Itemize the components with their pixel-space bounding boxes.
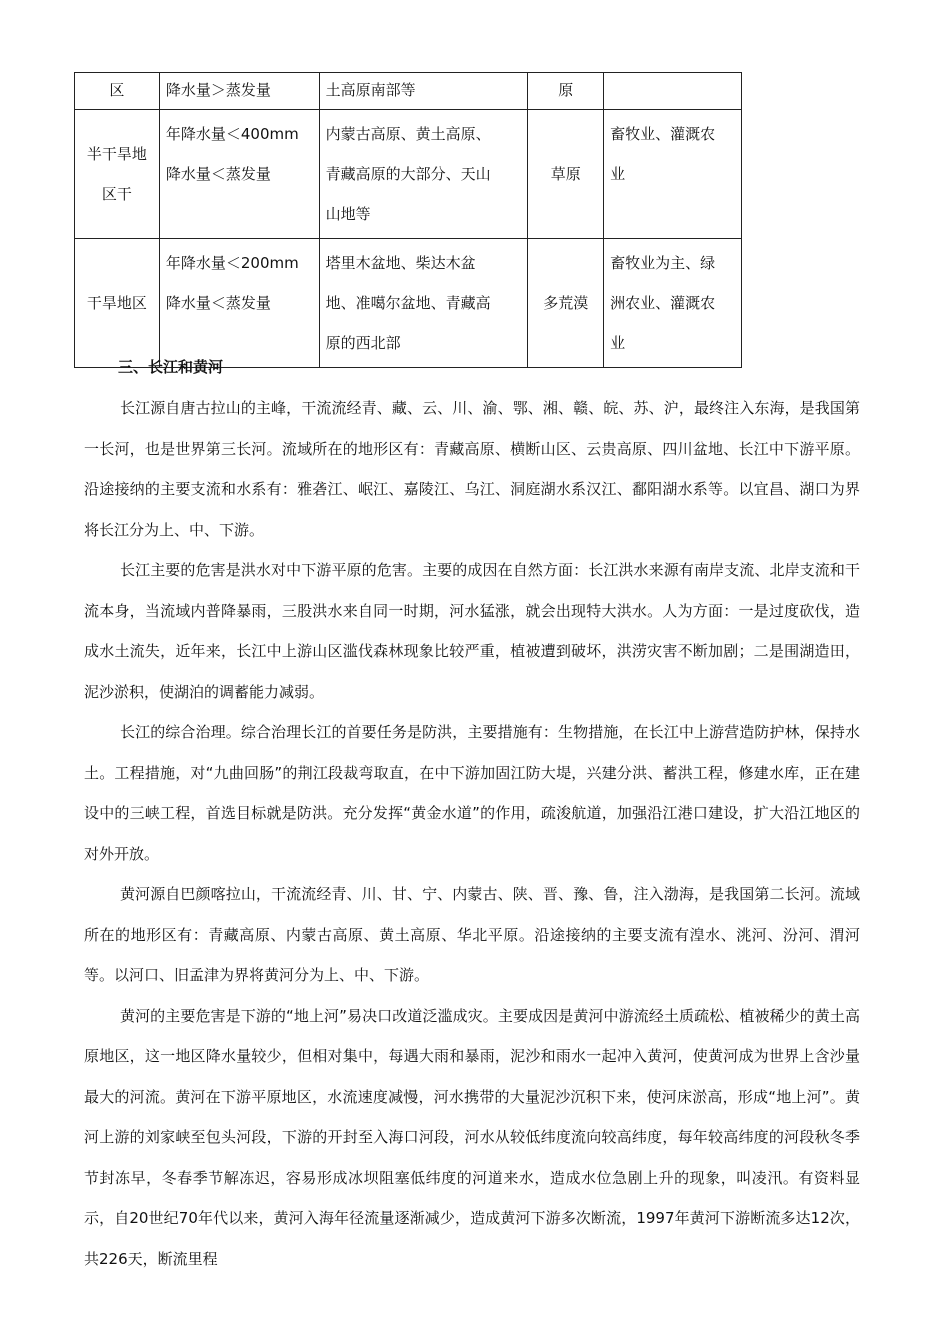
paragraph: 长江的综合治理。综合治理长江的首要任务是防洪，主要措施有：生物措施，在长江中上游营造防护林，保持水土。工程措施，对“九曲回肠”的荆江段裁弯取直，在中下游加固江防大堤，兴建分洪、蓄洪工程，修建水库，正在建设中的三峡工程，首选目标就是防洪。充分发挥“黄金水道”的作用，疏浚航道，加强沿江港口建设，扩大沿江地区的对外开放。 bbox=[84, 723, 860, 863]
agriculture-cell bbox=[604, 110, 742, 239]
paragraph: 长江主要的危害是洪水对中下游平原的危害。主要的成因在自然方面：长江洪水来源有南岸支流、北岸支流和干流本身，当流域内普降暴雨，三股洪水来自同一时期，河水猛涨，就会出现特大洪水。人为方面：一是过度砍伐，造成水土流失，近年来，长江中上游山区滥伐森林现象比较严重，植被遭到破坏，洪涝灾害不断加剧；二是围湖造田，泥沙淤积，使湖泊的调蓄能力减弱。 bbox=[84, 561, 860, 701]
cell-line: 降水量＞蒸发量 bbox=[165, 81, 271, 99]
cell-line: 塔里木盆地、柴达木盆 bbox=[325, 254, 476, 272]
cell-line: 业 bbox=[610, 165, 626, 183]
region-cell bbox=[75, 110, 160, 239]
precipitation-cell bbox=[159, 239, 319, 368]
table-row bbox=[75, 239, 742, 368]
areas-cell bbox=[319, 73, 528, 110]
cell-line: 降水量＜蒸发量 bbox=[165, 294, 271, 312]
cell-line: 山地等 bbox=[325, 205, 371, 223]
cell-line: 年降水量＜400mm bbox=[165, 125, 299, 143]
agriculture-cell bbox=[604, 239, 742, 368]
cell-line: 原的西北部 bbox=[325, 334, 401, 352]
cell-line: 降水量＜蒸发量 bbox=[165, 165, 271, 183]
table-row bbox=[75, 73, 742, 110]
cell-line: 畜牧业、灌溉农 bbox=[610, 125, 716, 143]
cell-line: 青藏高原的大部分、天山 bbox=[325, 165, 491, 183]
paragraph: 黄河源自巴颜喀拉山，干流流经青、川、甘、宁、内蒙古、陕、晋、豫、鲁，注入渤海，是我国第二长河。流域所在的地形区有：青藏高原、内蒙古高原、黄土高原、华北平原。沿途接纳的主要支流有湟水、洮河、汾河、渭河等。以河口、旧孟津为界将黄河分为上、中、下游。 bbox=[84, 885, 860, 984]
areas-cell bbox=[319, 239, 528, 368]
cell-line: 业 bbox=[610, 334, 626, 352]
vegetation-cell: 原 bbox=[528, 73, 604, 110]
precipitation-cell bbox=[159, 73, 319, 110]
precipitation-cell bbox=[159, 110, 319, 239]
cell-line: 地、准噶尔盆地、青藏高 bbox=[325, 294, 491, 312]
paragraph: 黄河的主要危害是下游的“地上河”易决口改道泛滥成灾。主要成因是黄河中游流经土质疏松、植被稀少的黄土高原地区，这一地区降水量较少，但相对集中，每遇大雨和暴雨，泥沙和雨水一起冲入黄河，使黄河成为世界上含沙量最大的河流。黄河在下游平原地区，水流速度减慢，河水携带的大量泥沙沉积下来，使河床淤高，形成“地上河”。黄河上游的刘家峡至包头河段，下游的开封至入海口河段，河水从较低纬度流向较高纬度，每年较高纬度的河段秋冬季节封冻早，冬春季节解冻迟，容易形成冰坝阻塞低纬度的河道来水，造成水位急剧上升的现象，叫凌汛。有资料显示，自20世纪70年代以来，黄河入海年径流量逐渐减少，造成黄河下游多次断流，1997年黄河下游断流多达12次，共226天，断流里程 bbox=[84, 1006, 860, 1268]
table-row bbox=[75, 110, 742, 239]
vegetation-cell: 多荒漠 bbox=[528, 239, 604, 368]
region-cell: 区 bbox=[75, 73, 160, 110]
vegetation-cell: 草原 bbox=[528, 110, 604, 239]
cell-line: 内蒙古高原、黄土高原、 bbox=[325, 125, 491, 143]
region-cell: 干旱地区 bbox=[75, 239, 160, 368]
paragraph: 长江源自唐古拉山的主峰，干流流经青、藏、云、川、渝、鄂、湘、赣、皖、苏、沪，最终注入东海，是我国第一长河，也是世界第三长河。流域所在的地形区有：青藏高原、横断山区、云贵高原、四川盆地、长江中下游平原。沿途接纳的主要支流和水系有：雅砻江、岷江、嘉陵江、乌江、洞庭湖水系汉江、鄱阳湖水系等。以宜昌、湖口为界将长江分为上、中、下游。 bbox=[84, 399, 860, 539]
cell-line: 畜牧业为主、绿 bbox=[610, 254, 716, 272]
cell-line: 土高原南部等 bbox=[325, 81, 416, 99]
body-text bbox=[84, 388, 860, 1279]
areas-cell bbox=[319, 110, 528, 239]
agriculture-cell bbox=[604, 73, 742, 110]
section-heading: 三、长江和黄河 bbox=[118, 358, 224, 376]
cell-line: 洲农业、灌溉农 bbox=[610, 294, 716, 312]
cell-line: 年降水量＜200mm bbox=[165, 254, 299, 272]
climate-region-table bbox=[74, 72, 742, 368]
region-text: 半干旱地区干 bbox=[86, 145, 147, 203]
